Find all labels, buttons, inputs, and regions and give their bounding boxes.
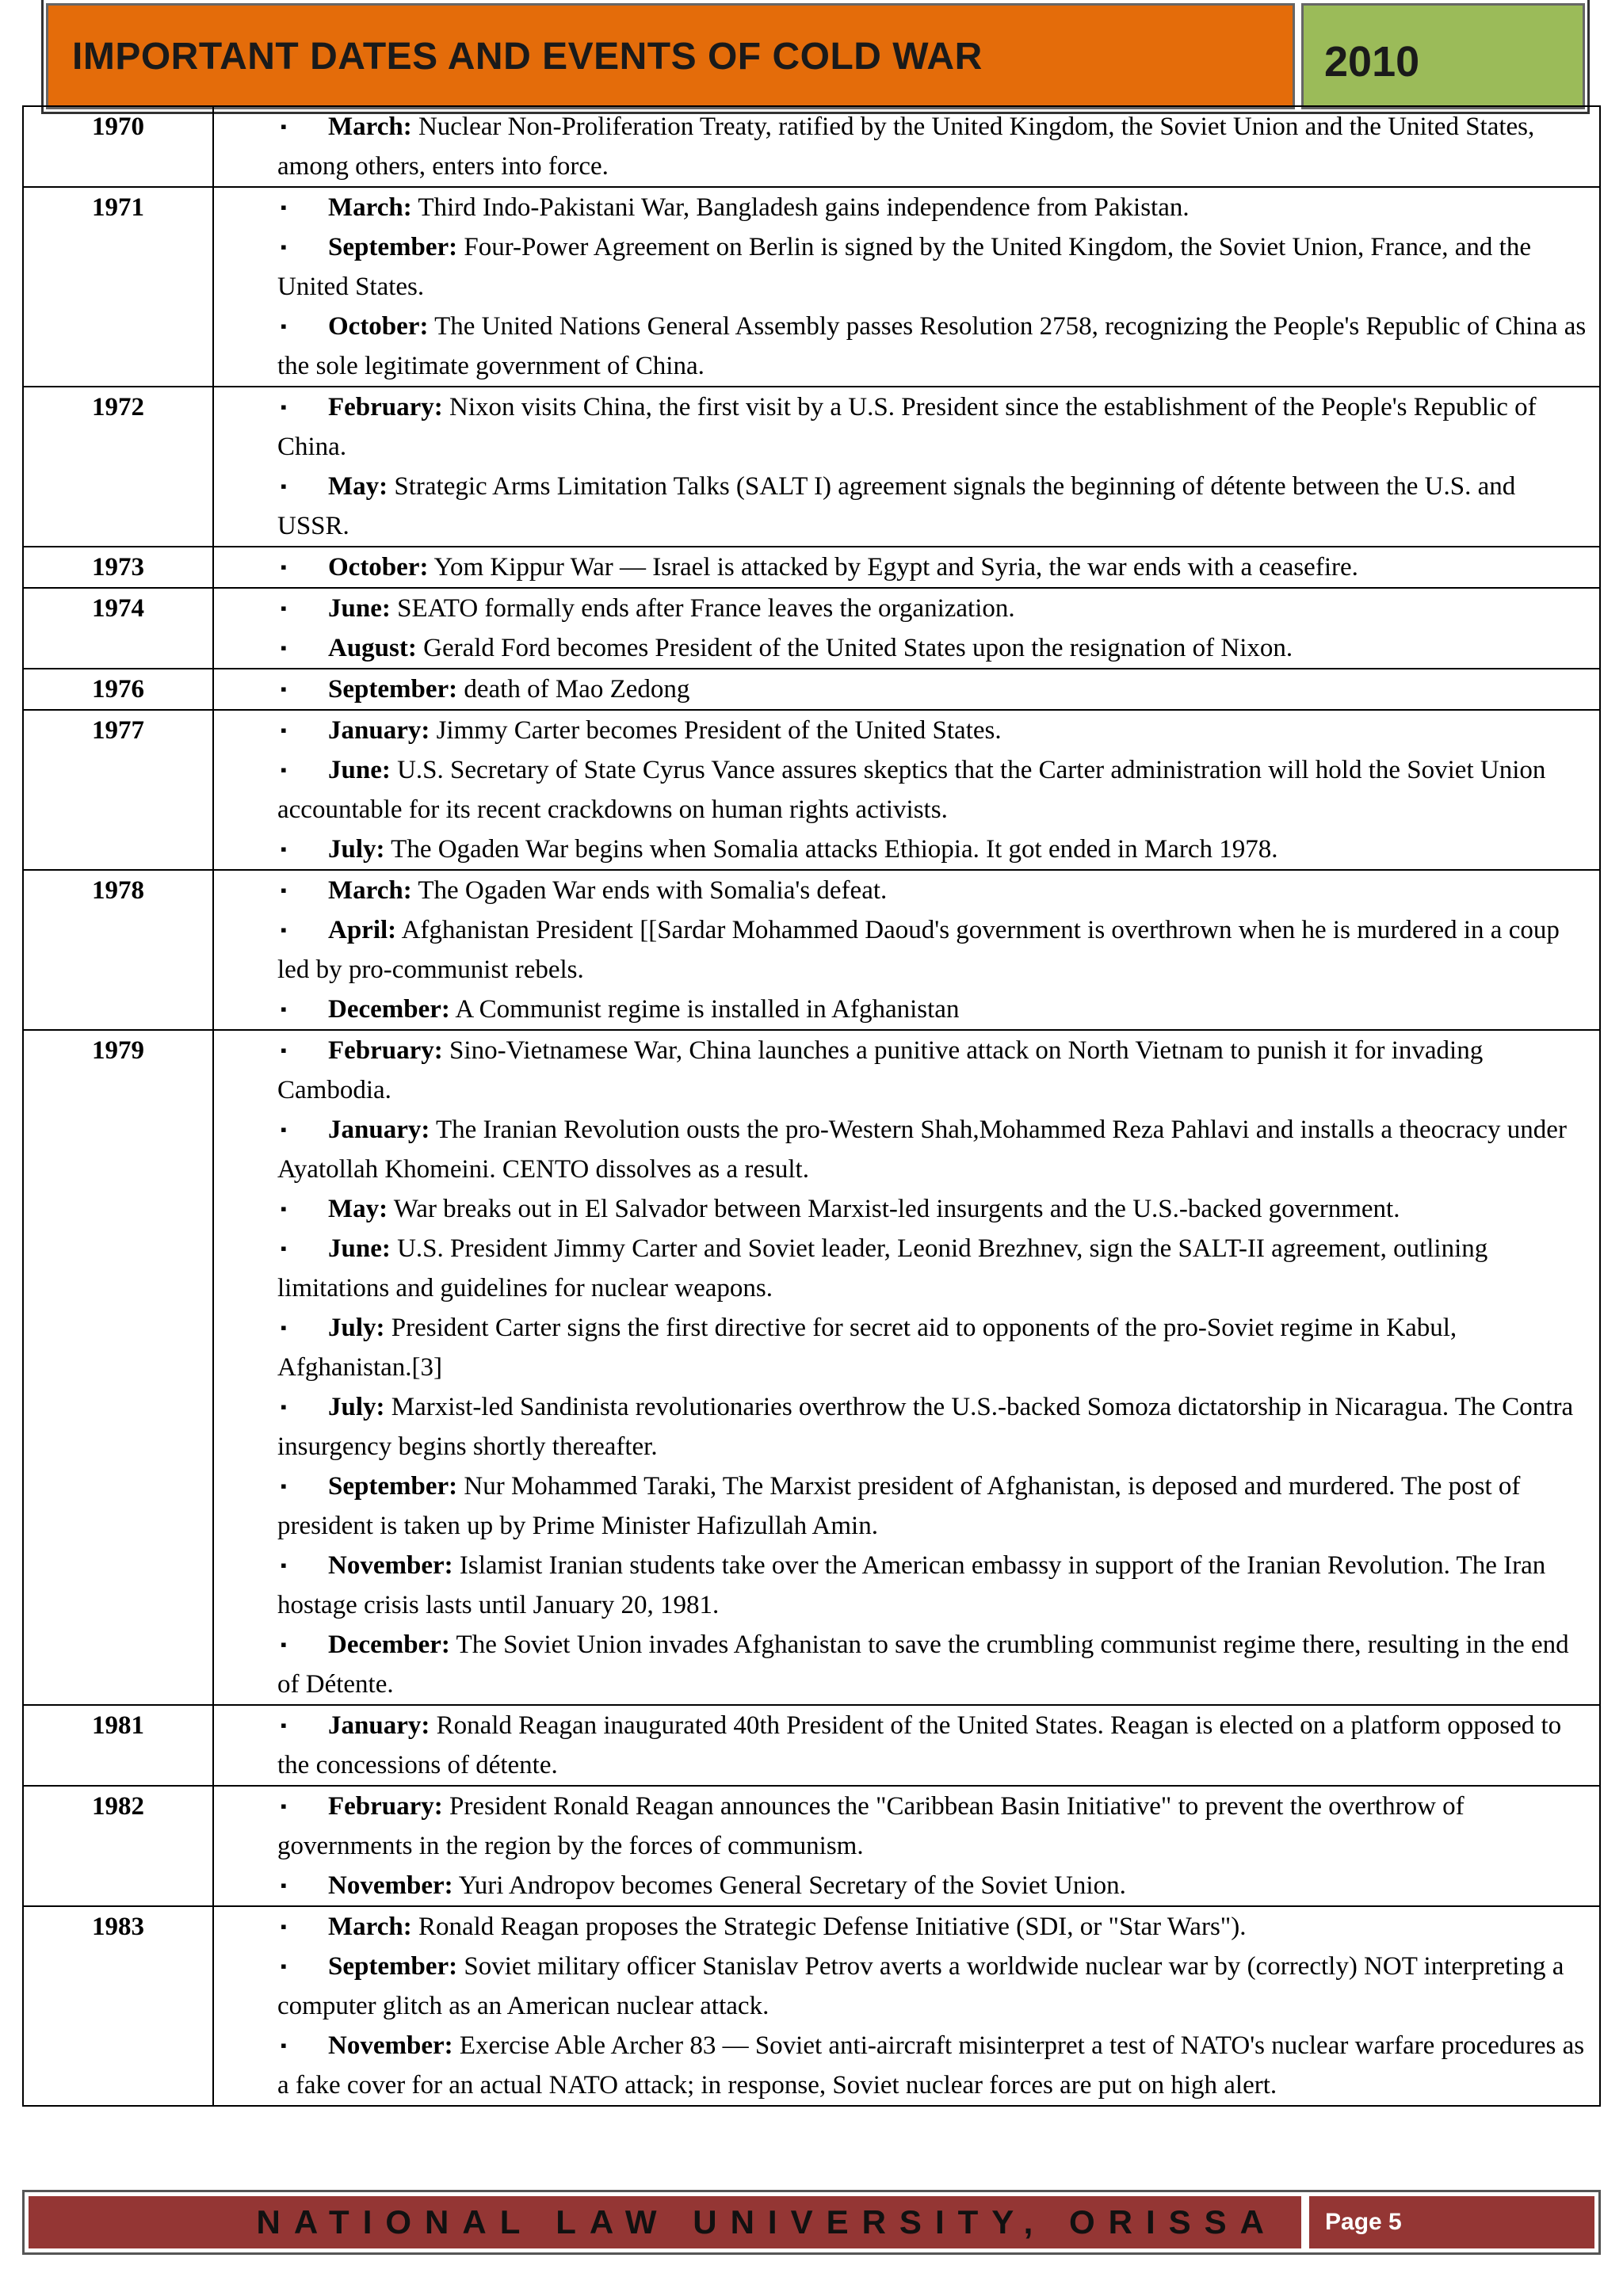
event-month: February: — [328, 393, 443, 421]
event-item — [277, 1866, 1593, 1905]
events-cell — [213, 588, 1600, 669]
event-month: December: — [328, 995, 450, 1024]
event-text: Third Indo-Pakistani War, Bangladesh gains independence from Pakistan. — [411, 193, 1190, 222]
event-text: President Ronald Reagan announces the "Caribbean Basin Initiative" to prevent the overthrow of governments in the region by the forces of communism. — [277, 1792, 1465, 1860]
year-cell: 1974 — [23, 588, 213, 669]
events-cell — [213, 1030, 1600, 1705]
table-row — [23, 1786, 1600, 1906]
event-item — [277, 1031, 1593, 1110]
year-cell: 1981 — [23, 1705, 213, 1786]
event-text: President Carter signs the first directive for secret aid to opponents of the pro-Soviet regime in Kabul, Afghanistan.[3] — [277, 1314, 1457, 1382]
event-text: SEATO formally ends after France leaves the organization. — [390, 594, 1015, 623]
event-text: Yom Kippur War — Israel is attacked by Egypt and Syria, the war ends with a ceasefire. — [428, 553, 1358, 582]
square-bullet-icon: ▪ — [281, 316, 287, 336]
event-text: The Iranian Revolution ousts the pro-Western Shah,Mohammed Reza Pahlavi and installs a theocracy under Ayatollah Khomeini. CENTO dissolves as a result. — [277, 1116, 1567, 1184]
table-row — [23, 588, 1600, 669]
year-cell: 1977 — [23, 710, 213, 870]
event-text: U.S. Secretary of State Cyrus Vance assures skeptics that the Carter administration will hold the Soviet Union accountable for its recent crackdowns on human rights activists. — [277, 756, 1546, 824]
event-month: January: — [328, 1116, 430, 1144]
event-item — [277, 990, 1593, 1029]
event-text: Ronald Reagan inaugurated 40th President of the United States. Reagan is elected on a platform opposed to the concessions of détente. — [277, 1711, 1562, 1779]
events-cell — [213, 710, 1600, 870]
events-cell — [213, 1906, 1600, 2106]
events-cell — [213, 669, 1600, 710]
event-month: September: — [328, 1472, 458, 1501]
footer-university: NATIONAL LAW UNIVERSITY, ORISSA — [29, 2196, 1301, 2248]
year-cell: 1973 — [23, 547, 213, 588]
events-cell — [213, 187, 1600, 387]
events-table-body — [23, 106, 1600, 2106]
event-month: March: — [328, 876, 412, 905]
square-bullet-icon: ▪ — [281, 1715, 287, 1735]
event-text: Gerald Ford becomes President of the United States upon the resignation of Nixon. — [416, 634, 1293, 662]
table-row — [23, 1705, 1600, 1786]
year-cell: 1970 — [23, 106, 213, 187]
event-text: Afghanistan President [[Sardar Mohammed Daoud's government is overthrown when he is murdered in a coup led by pro-communist rebels. — [277, 916, 1560, 984]
event-month: November: — [328, 1551, 453, 1580]
event-item — [277, 307, 1593, 386]
table-row — [23, 387, 1600, 547]
events-cell — [213, 1786, 1600, 1906]
events-cell — [213, 870, 1600, 1030]
square-bullet-icon: ▪ — [281, 1956, 287, 1976]
table-row — [23, 106, 1600, 187]
event-month: September: — [328, 233, 458, 261]
event-item — [277, 1947, 1593, 2026]
event-month: March: — [328, 193, 412, 222]
event-item — [277, 1706, 1593, 1785]
event-month: May: — [328, 1195, 388, 1223]
year-cell: 1971 — [23, 187, 213, 387]
event-item — [277, 910, 1593, 990]
square-bullet-icon: ▪ — [281, 397, 287, 417]
event-month: January: — [328, 1711, 430, 1740]
event-item — [277, 227, 1593, 307]
event-item — [277, 387, 1593, 467]
square-bullet-icon: ▪ — [281, 999, 287, 1019]
header — [46, 3, 1585, 109]
event-text: The Ogaden War ends with Somalia's defeat. — [411, 876, 888, 905]
event-item — [277, 107, 1593, 186]
event-item — [277, 1110, 1593, 1189]
event-item — [277, 628, 1593, 668]
event-item — [277, 871, 1593, 910]
events-cell — [213, 547, 1600, 588]
event-month: December: — [328, 1630, 450, 1659]
event-month: February: — [328, 1792, 443, 1821]
square-bullet-icon: ▪ — [281, 1917, 287, 1936]
event-item — [277, 1387, 1593, 1466]
square-bullet-icon: ▪ — [281, 638, 287, 658]
square-bullet-icon: ▪ — [281, 557, 287, 577]
square-bullet-icon: ▪ — [281, 1476, 287, 1496]
event-text: Sino-Vietnamese War, China launches a punitive attack on North Vietnam to punish it for invading Cambodia. — [277, 1036, 1484, 1104]
square-bullet-icon: ▪ — [281, 760, 287, 780]
events-cell — [213, 106, 1600, 187]
event-item — [277, 750, 1593, 830]
event-text: Nixon visits China, the first visit by a U.S. President since the establishment of the People's Republic of China. — [277, 393, 1537, 461]
table-row — [23, 669, 1600, 710]
event-text: Nur Mohammed Taraki, The Marxist president of Afghanistan, is deposed and murdered. The post of president is taken up by Prime Minister Hafizullah Amin. — [277, 1472, 1521, 1540]
square-bullet-icon: ▪ — [281, 920, 287, 940]
year-cell: 1976 — [23, 669, 213, 710]
square-bullet-icon: ▪ — [281, 1634, 287, 1654]
table-row — [23, 547, 1600, 588]
event-text: Nuclear Non-Proliferation Treaty, ratified by the United Kingdom, the Soviet Union and the United States, among others, enters into force. — [277, 113, 1535, 181]
event-month: June: — [328, 756, 391, 784]
page-number: Page 5 — [1309, 2196, 1594, 2248]
square-bullet-icon: ▪ — [281, 1796, 287, 1816]
event-month: April: — [328, 916, 397, 944]
event-text: U.S. President Jimmy Carter and Soviet leader, Leonid Brezhnev, sign the SALT-II agreement, outlining limitations and guidelines for nuclear weapons. — [277, 1234, 1488, 1302]
events-cell — [213, 387, 1600, 547]
square-bullet-icon: ▪ — [281, 1238, 287, 1258]
event-month: October: — [328, 553, 429, 582]
event-month: August: — [328, 634, 417, 662]
event-text: Exercise Able Archer 83 — Soviet anti-aircraft misinterpret a test of NATO's nuclear warfare procedures as a fake cover for an actual NATO attack; in response, Soviet nuclear forces are put on high alert. — [277, 2031, 1585, 2100]
event-month: October: — [328, 312, 429, 341]
event-text: Yuri Andropov becomes General Secretary of the Soviet Union. — [453, 1871, 1126, 1900]
event-month: September: — [328, 1952, 458, 1981]
event-item — [277, 1787, 1593, 1866]
event-item — [277, 1546, 1593, 1625]
year-cell: 1983 — [23, 1906, 213, 2106]
event-text: The Soviet Union invades Afghanistan to save the crumbling communist regime there, resulting in the end of Détente. — [277, 1630, 1569, 1699]
square-bullet-icon: ▪ — [281, 237, 287, 257]
year-cell: 1979 — [23, 1030, 213, 1705]
table-row — [23, 1030, 1600, 1705]
square-bullet-icon: ▪ — [281, 1555, 287, 1575]
event-month: June: — [328, 1234, 391, 1263]
table-row — [23, 1906, 1600, 2106]
event-text: Islamist Iranian students take over the American embassy in support of the Iranian Revolution. The Iran hostage crisis lasts until January 20, 1981. — [277, 1551, 1546, 1619]
event-month: November: — [328, 1871, 453, 1900]
event-text: Strategic Arms Limitation Talks (SALT I) agreement signals the beginning of détente between the U.S. and USSR. — [277, 472, 1516, 540]
event-text: Jimmy Carter becomes President of the United States. — [430, 716, 1002, 745]
event-month: March: — [328, 113, 412, 141]
event-item — [277, 1189, 1593, 1229]
event-item — [277, 467, 1593, 546]
square-bullet-icon: ▪ — [281, 2035, 287, 2055]
event-month: January: — [328, 716, 430, 745]
event-month: September: — [328, 675, 458, 704]
event-month: May: — [328, 472, 388, 501]
square-bullet-icon: ▪ — [281, 1040, 287, 1060]
square-bullet-icon: ▪ — [281, 1875, 287, 1895]
event-month: July: — [328, 1314, 385, 1342]
square-bullet-icon: ▪ — [281, 598, 287, 618]
document-title: IMPORTANT DATES AND EVENTS OF COLD WAR — [46, 3, 1295, 109]
event-item — [277, 547, 1593, 587]
square-bullet-icon: ▪ — [281, 1199, 287, 1219]
square-bullet-icon: ▪ — [281, 880, 287, 900]
event-item — [277, 1466, 1593, 1546]
events-table — [22, 105, 1601, 2107]
square-bullet-icon: ▪ — [281, 1318, 287, 1337]
events-cell — [213, 1705, 1600, 1786]
square-bullet-icon: ▪ — [281, 720, 287, 740]
event-text: Four-Power Agreement on Berlin is signed by the United Kingdom, the Soviet Union, France, and the United States. — [277, 233, 1531, 301]
square-bullet-icon: ▪ — [281, 679, 287, 699]
event-text: A Communist regime is installed in Afghanistan — [449, 995, 960, 1024]
event-month: July: — [328, 1393, 385, 1421]
square-bullet-icon: ▪ — [281, 197, 287, 217]
event-month: February: — [328, 1036, 443, 1065]
event-month: November: — [328, 2031, 453, 2060]
square-bullet-icon: ▪ — [281, 839, 287, 859]
event-item — [277, 669, 1593, 709]
event-text: The Ogaden War begins when Somalia attacks Ethiopia. It got ended in March 1978. — [384, 835, 1278, 864]
event-item — [277, 1308, 1593, 1387]
event-item — [277, 711, 1593, 750]
event-month: June: — [328, 594, 391, 623]
event-item — [277, 1907, 1593, 1947]
event-text: War breaks out in El Salvador between Marxist-led insurgents and the U.S.-backed government. — [388, 1195, 1400, 1223]
event-item — [277, 1625, 1593, 1704]
square-bullet-icon: ▪ — [281, 1119, 287, 1139]
document-year: 2010 — [1301, 3, 1585, 109]
year-cell: 1972 — [23, 387, 213, 547]
square-bullet-icon: ▪ — [281, 1397, 287, 1417]
event-item — [277, 1229, 1593, 1308]
square-bullet-icon: ▪ — [281, 476, 287, 496]
table-row — [23, 870, 1600, 1030]
event-text: Marxist-led Sandinista revolutionaries overthrow the U.S.-backed Somoza dictatorship in Nicaragua. The Contra insurgency begins shortly thereafter. — [277, 1393, 1574, 1461]
event-text: Ronald Reagan proposes the Strategic Defense Initiative (SDI, or "Star Wars"). — [411, 1913, 1247, 1941]
event-item — [277, 188, 1593, 227]
event-month: March: — [328, 1913, 412, 1941]
square-bullet-icon: ▪ — [281, 116, 287, 136]
table-row — [23, 710, 1600, 870]
table-row — [23, 187, 1600, 387]
event-item — [277, 2026, 1593, 2105]
event-item — [277, 589, 1593, 628]
year-cell: 1982 — [23, 1786, 213, 1906]
year-cell: 1978 — [23, 870, 213, 1030]
event-month: July: — [328, 835, 385, 864]
event-text: Soviet military officer Stanislav Petrov averts a worldwide nuclear war by (correctly) NOT interpreting a computer glitch as an American nuclear attack. — [277, 1952, 1564, 2020]
event-text: The United Nations General Assembly passes Resolution 2758, recognizing the People's Republic of China as the sole legitimate government of China. — [277, 312, 1587, 380]
event-item — [277, 830, 1593, 869]
event-text: death of Mao Zedong — [457, 675, 690, 704]
